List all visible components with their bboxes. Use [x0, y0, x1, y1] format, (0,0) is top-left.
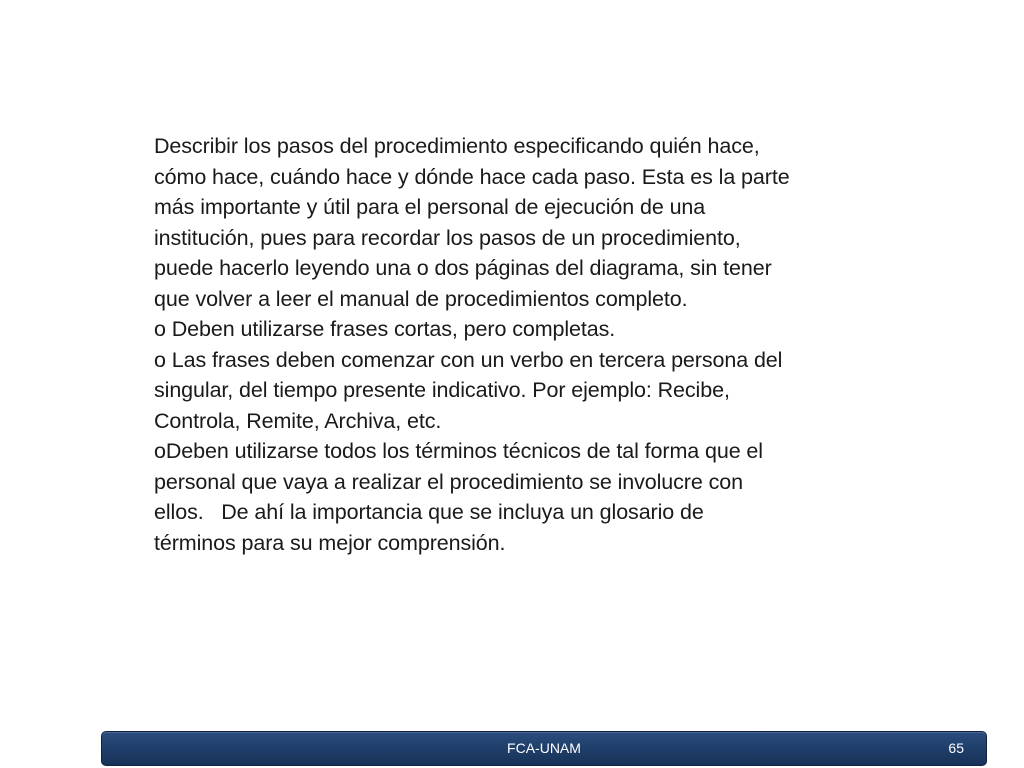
- page-number: 65: [948, 740, 964, 756]
- slide-body-text: [154, 131, 854, 558]
- body-line: personal que vaya a realizar el procedimiento se involucre con: [154, 469, 743, 494]
- body-line: términos para su mejor comprensión.: [154, 530, 506, 555]
- body-line: institución, pues para recordar los pasos de un procedimiento,: [154, 225, 741, 250]
- bullet-line: o Las frases deben comenzar con un verbo en tercera persona del: [154, 347, 783, 372]
- body-line: Controla, Remite, Archiva, etc.: [154, 408, 442, 433]
- body-line: puede hacerlo leyendo una o dos páginas del diagrama, sin tener: [154, 256, 772, 280]
- body-line: ellos. De ahí la importancia que se incluya un glosario de: [154, 500, 704, 524]
- body-line: que volver a leer el manual de procedimientos completo.: [154, 286, 688, 311]
- body-line: más importante y útil para el personal de ejecución de una: [154, 195, 706, 219]
- bullet-line: oDeben utilizarse todos los términos técnicos de tal forma que el: [154, 439, 763, 463]
- bullet-line: o Deben utilizarse frases cortas, pero completas.: [154, 317, 616, 341]
- body-line: singular, del tiempo presente indicativo. Por ejemplo: Recibe,: [154, 378, 730, 402]
- footer-label: FCA-UNAM: [507, 740, 581, 756]
- footer-bar: [101, 731, 987, 766]
- body-line: Describir los pasos del procedimiento especificando quién hace,: [154, 134, 760, 158]
- body-line: cómo hace, cuándo hace y dónde hace cada paso. Esta es la parte: [154, 164, 790, 189]
